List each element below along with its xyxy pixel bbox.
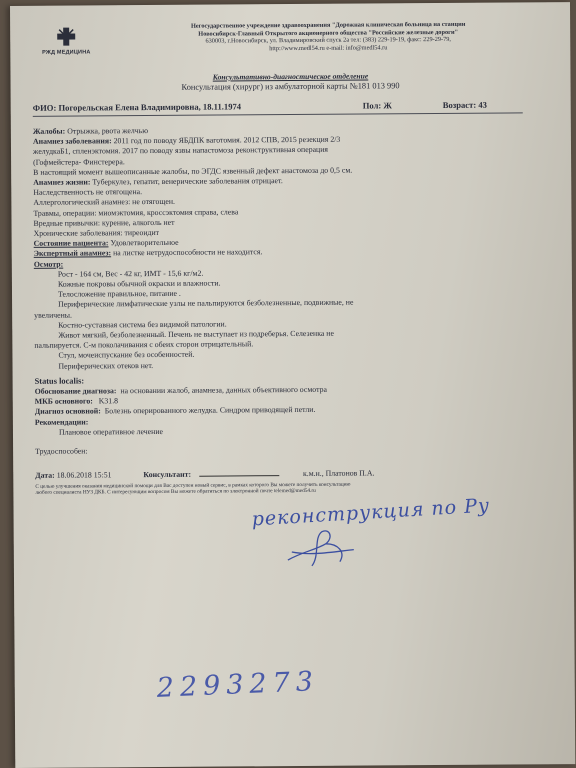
patient-line <box>33 99 523 116</box>
exam-line: Телосложение правильное, питание . <box>57 289 181 299</box>
exam-line: пальпируется. С-м поколачивания с обеих сторон отрицательный. <box>34 339 254 351</box>
signature-line <box>199 475 279 477</box>
exam-line: Кожные покровы обычной окраски и влажности. <box>57 278 221 289</box>
exam-line: Рост - 164 см, Вес - 42 кг, ИМТ - 15,6 кг/м2. <box>57 268 204 279</box>
patient-age: Возраст: 43 <box>442 99 487 110</box>
exam-line: Костно-суставная система без видимой патологии. <box>58 319 227 330</box>
history-text: (Гофмейстера- Финстерера. <box>33 156 125 167</box>
consultation-title: Консультация (хирург) из амбулаторной карты №181 013 990 <box>181 81 400 92</box>
life-label: Анамнез жизни: <box>33 177 91 187</box>
consultation-body <box>33 123 541 496</box>
status-localis-label: Status localis: <box>34 376 85 386</box>
history-text: В настоящий момент вышеописанные жалобы, по ЭГДС язвенный дефект анастомоза до 0,5 см. <box>33 165 353 177</box>
date-value: 18.06.2018 15:51 <box>56 470 112 480</box>
allergy-text: Аллергологический анамнез: не отягощен. <box>33 197 175 208</box>
rzd-medicine-icon <box>55 26 77 48</box>
history-text: желудкаБ1, спленэктомия. 2017 по поводу язвы напастомоза реконструктивная операция <box>32 145 328 157</box>
expert-label: Экспертный анамнез: <box>33 248 112 259</box>
handwritten-number: 2293273 <box>156 666 320 704</box>
expert-text: на листке нетрудоспособности не находится. <box>113 247 263 258</box>
history-text: 2011 год по поводу ЯБДПК ваготомия. 2012 СПВ, 2015 резекция 2/3 <box>113 134 341 146</box>
recommendation-text: Плановое оперативное лечение <box>58 426 163 437</box>
logo-text: РЖД МЕДИЦИНА <box>42 49 91 56</box>
basis-label: Обоснование диагноза: <box>34 386 117 396</box>
complaints-label: Жалобы: <box>32 126 66 136</box>
history-label: Анамнез заболевания: <box>32 136 112 147</box>
exam-line: увеличены. <box>34 310 73 320</box>
life-text: Туберкулез, гепатит, венерические заболевания отрицает. <box>92 176 283 187</box>
date-label: Дата: <box>35 470 55 481</box>
footer-note: любого специалиста НУЗ ДКБ. С интересующим вопросом Вы можете обратиться по электронной почте telemed@med54.ru <box>35 487 316 496</box>
exam-line: Стул, мочеиспускание без особенностей. <box>58 350 195 361</box>
exam-line: Живот мягкий, безболезненный. Печень не выступает из подреберья. Селезенка не <box>58 328 334 340</box>
exam-label: Осмотр: <box>33 259 64 269</box>
condition-label: Состояние пациента: <box>33 238 109 249</box>
recommendations-label: Рекомендации: <box>34 417 89 427</box>
patient-name: ФИО: Погорельская Елена Владимировна, 18.11.1974 <box>32 101 242 113</box>
traumas-text: Травмы, операции: миомэктомия, кроссэктомия справа, слева <box>33 207 239 218</box>
letterhead <box>128 20 528 53</box>
handwritten-note: реконструкция по Ру <box>251 494 491 531</box>
rzd-logo <box>36 25 96 55</box>
org-line: Новосибирск-Главный Открытого акционерного общества "Российские железные дороги" <box>198 28 459 38</box>
consultant-label: Консультант: <box>143 470 192 480</box>
exam-line: Периферических отеков нет. <box>58 360 154 371</box>
basis-text: на основании жалоб, анамнеза, данных объективного осмотра <box>120 384 327 396</box>
org-contacts: http://www.medl54.ru e-mail: info@medl54.ru <box>269 44 388 52</box>
icd-code: K31.8 <box>98 396 119 406</box>
chronic-text: Хронические заболевания: тиреоидит <box>33 227 160 238</box>
signature-scribble <box>282 521 372 572</box>
icd-label: МКБ основного: <box>34 396 93 407</box>
diagnosis-label: Диагноз основной: <box>34 406 101 417</box>
org-line: Негосударственное учреждение здравоохранения "Дорожная клиническая больница на станции <box>190 20 466 30</box>
org-address: 630003, г.Новосибирск, ул. Владимировский спуск 2а тел: (383) 229-19-19, факс: 229-29-79, <box>205 36 452 45</box>
document-page <box>10 2 575 768</box>
heredity-text: Наследственность не отягощена. <box>33 187 143 198</box>
footer-note: С целью улучшения оказания медицинской помощи для Вас доступен новый сервис, в рамках которого Вы можете получить консультацию <box>35 481 351 490</box>
work-capacity-label: Трудоспособен: <box>35 446 88 456</box>
consultant-name: к.м.н., Платонов П.А. <box>302 468 375 479</box>
patient-sex: Пол: Ж <box>362 100 392 111</box>
condition-text: Удовлетворительное <box>110 238 179 248</box>
habits-text: Вредные привычки: курение, алкоголь нет <box>33 217 175 228</box>
complaints-text: Отрыжка, рвота желчью <box>67 126 149 136</box>
exam-line: Периферические лимфатические узлы не пальпируются безболезненные, подвижные, не <box>58 298 354 310</box>
diagnosis-text: Болезнь оперированного желудка. Синдром приводящей петли. <box>104 405 316 416</box>
department-title: Консультативно-диагностическое отделение <box>212 71 369 82</box>
